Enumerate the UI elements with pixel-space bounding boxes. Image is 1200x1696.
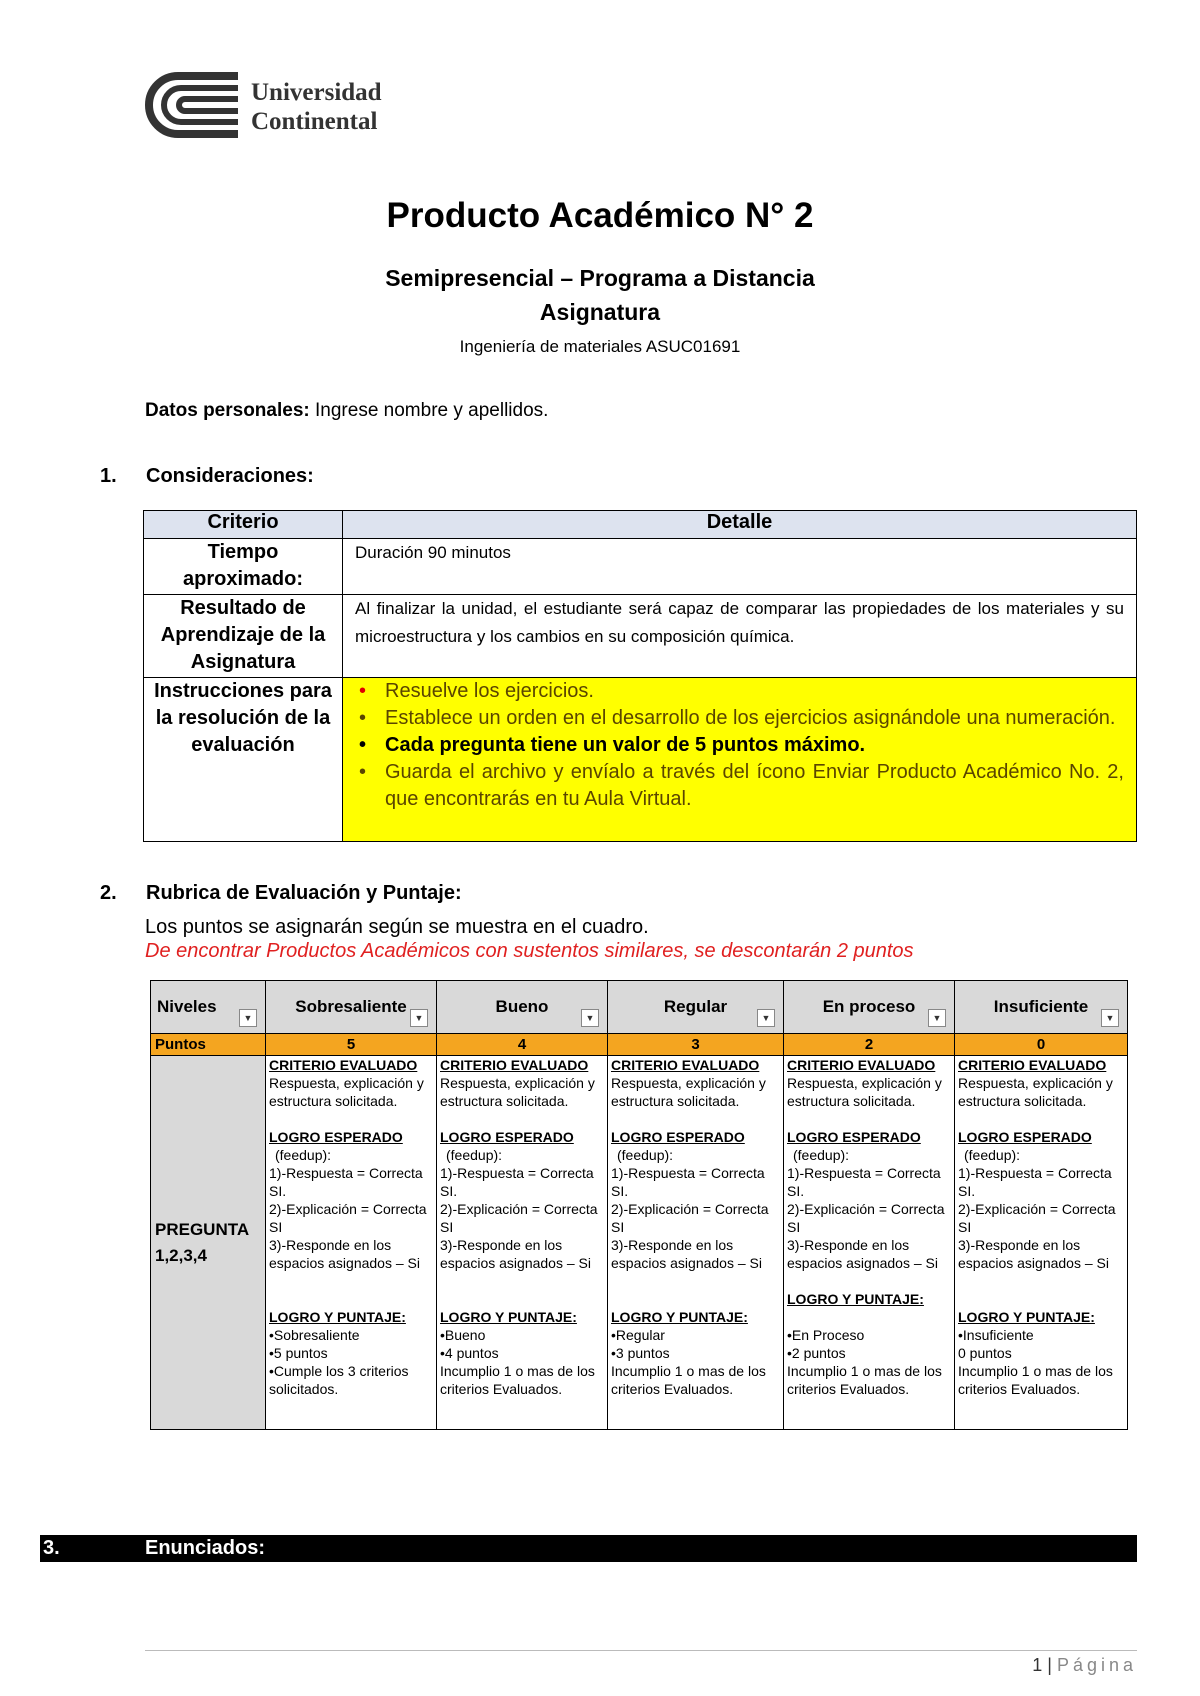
subject-label: Asignatura — [539, 299, 661, 325]
level-label: Sobresaliente — [295, 997, 407, 1016]
puntaje-line: •Insuficiente — [958, 1327, 1034, 1343]
col-detalle: Detalle — [343, 511, 1137, 539]
section1-number: 1. — [100, 465, 117, 487]
instructions-list — [355, 678, 1124, 813]
rubric-cell — [784, 1055, 955, 1429]
page-number: 1 — [1032, 1655, 1043, 1675]
logo-line2: Continental — [251, 108, 378, 135]
puntaje-line: •3 puntos — [611, 1345, 670, 1361]
item: 2)-Explicación = Correcta SI — [440, 1201, 598, 1235]
filter-dropdown-icon[interactable]: ▼ — [928, 1009, 946, 1027]
bullet-icon: • — [359, 707, 367, 729]
puntaje-line: •Regular — [611, 1327, 665, 1343]
level-label: Regular — [663, 997, 728, 1016]
personal-data — [145, 400, 548, 422]
puntaje-line: Incumplio 1 o mas de los criterios Evaluados. — [611, 1363, 766, 1397]
puntaje-line: Incumplio 1 o mas de los criterios Evaluados. — [958, 1363, 1113, 1397]
item: 1)-Respuesta = Correcta SI. — [958, 1165, 1112, 1199]
points-value: 3 — [608, 1033, 784, 1055]
page-footer: 1 | Página — [1032, 1655, 1137, 1675]
criterio-title: CRITERIO EVALUADO — [269, 1057, 418, 1073]
item: 1)-Respuesta = Correcta SI. — [787, 1165, 941, 1199]
criterio-tiempo: Tiempo aproximado: — [144, 539, 343, 595]
feedup: (feedup): — [275, 1147, 332, 1163]
instruction-text: Establece un orden en el desarrollo de los ejercicios asignándole una numeración. — [385, 707, 1116, 729]
feedup: (feedup): — [793, 1147, 850, 1163]
criterio-title: CRITERIO EVALUADO — [440, 1057, 589, 1073]
puntaje-title: LOGRO Y PUNTAJE: — [611, 1309, 748, 1325]
puntaje-line: •2 puntos — [787, 1345, 846, 1361]
university-logo-icon — [143, 70, 243, 140]
instruction-item — [355, 732, 1124, 759]
rubric-head-level — [608, 981, 784, 1033]
points-value: 5 — [266, 1033, 437, 1055]
rubric-table — [150, 980, 1128, 1430]
rubric-head-level — [266, 981, 437, 1033]
rubric-warning: De encontrar Productos Académicos con sustentos similares, se descontarán 2 puntos — [145, 940, 914, 962]
filter-dropdown-icon[interactable]: ▼ — [1101, 1009, 1119, 1027]
section1-title: Consideraciones: — [146, 465, 314, 487]
considerations-table — [143, 510, 1137, 842]
item: 1)-Respuesta = Correcta SI. — [611, 1165, 765, 1199]
puntaje-line: •Sobresaliente — [269, 1327, 360, 1343]
puntaje-line: •En Proceso — [787, 1327, 865, 1343]
personal-value: Ingrese nombre y apellidos. — [315, 400, 549, 421]
bullet-icon: • — [359, 734, 367, 756]
puntaje-line: Incumplio 1 o mas de los criterios Evaluados. — [440, 1363, 595, 1397]
criterio-instrucciones: Instrucciones para la resolución de la evaluación — [144, 678, 343, 842]
item: 3)-Responde en los espacios asignados – Si — [611, 1237, 762, 1271]
criterio-text: Respuesta, explicación y estructura solicitada. — [269, 1075, 424, 1109]
instructions-cell — [343, 678, 1137, 842]
logro-title: LOGRO ESPERADO — [787, 1129, 921, 1145]
puntaje-title: LOGRO Y PUNTAJE: — [269, 1309, 406, 1325]
section3-number: 3. — [43, 1537, 60, 1559]
criterio-text: Respuesta, explicación y estructura solicitada. — [787, 1075, 942, 1109]
footer-divider — [145, 1650, 1137, 1651]
criterio-title: CRITERIO EVALUADO — [958, 1057, 1107, 1073]
puntaje-line: •5 puntos — [269, 1345, 328, 1361]
item: 2)-Explicación = Correcta SI — [269, 1201, 427, 1235]
rubric-cell — [266, 1055, 437, 1429]
instruction-text: Guarda el archivo y envíalo a través del ícono Enviar Producto Académico No. 2, que encontrarás en tu Aula Virtual. — [385, 761, 1124, 810]
item: 2)-Explicación = Correcta SI — [611, 1201, 769, 1235]
criterio-text: Respuesta, explicación y estructura solicitada. — [611, 1075, 766, 1109]
subtitle: Semipresencial – Programa a Distancia — [385, 265, 815, 291]
item: 1)-Respuesta = Correcta SI. — [440, 1165, 594, 1199]
criterio-text: Respuesta, explicación y estructura solicitada. — [440, 1075, 595, 1109]
criterio-text: Respuesta, explicación y estructura solicitada. — [958, 1075, 1113, 1109]
feedup: (feedup): — [446, 1147, 503, 1163]
level-label: Bueno — [495, 997, 549, 1016]
bullet-icon: • — [359, 761, 367, 783]
feedup: (feedup): — [964, 1147, 1021, 1163]
page-label: Página — [1056, 1655, 1137, 1675]
niveles-label: Niveles — [157, 997, 217, 1016]
instruction-item — [355, 705, 1124, 732]
points-value: 2 — [784, 1033, 955, 1055]
section3-bar — [40, 1535, 1137, 1562]
bullet-icon: • — [359, 680, 367, 702]
section2-heading — [100, 882, 462, 905]
item: 3)-Responde en los espacios asignados – Si — [269, 1237, 420, 1271]
puntaje-title: LOGRO Y PUNTAJE: — [787, 1291, 924, 1307]
rubric-note: Los puntos se asignarán según se muestra en el cuadro. — [145, 916, 649, 938]
puntaje-line: Incumplio 1 o mas de los criterios Evaluados. — [787, 1363, 942, 1397]
instruction-text: Cada pregunta tiene un valor de 5 puntos máximo. — [385, 734, 866, 756]
section3-title: Enunciados: — [145, 1537, 266, 1559]
instruction-item — [355, 678, 1124, 705]
section2-number: 2. — [100, 882, 117, 904]
rubric-cell — [608, 1055, 784, 1429]
personal-label: Datos personales: — [145, 400, 310, 421]
rubric-head-level — [955, 981, 1127, 1033]
item: 2)-Explicación = Correcta SI — [787, 1201, 945, 1235]
item: 2)-Explicación = Correcta SI — [958, 1201, 1116, 1235]
logro-title: LOGRO ESPERADO — [958, 1129, 1092, 1145]
level-label: En proceso — [822, 997, 916, 1016]
filter-dropdown-icon[interactable]: ▼ — [410, 1009, 428, 1027]
detalle-tiempo: Duración 90 minutos — [343, 539, 1137, 595]
item: 1)-Respuesta = Correcta SI. — [269, 1165, 423, 1199]
level-label: Insuficiente — [993, 997, 1089, 1016]
instruction-item — [355, 759, 1124, 813]
filter-dropdown-icon[interactable]: ▼ — [581, 1009, 599, 1027]
criterio-title: CRITERIO EVALUADO — [611, 1057, 760, 1073]
rubric-head-level — [784, 981, 955, 1033]
puntos-label: Puntos — [151, 1033, 266, 1055]
points-value: 4 — [437, 1033, 608, 1055]
logro-title: LOGRO ESPERADO — [440, 1129, 574, 1145]
puntaje-line: •Cumple los 3 criterios solicitados. — [269, 1363, 409, 1397]
logro-title: LOGRO ESPERADO — [611, 1129, 745, 1145]
pregunta-cell: PREGUNTA 1,2,3,4 — [151, 1055, 266, 1429]
col-criterio: Criterio — [144, 511, 343, 539]
criterio-resultado: Resultado de Aprendizaje de la Asignatura — [144, 595, 343, 678]
rubric-head-niveles — [151, 981, 266, 1033]
item: 3)-Responde en los espacios asignados – Si — [440, 1237, 591, 1271]
item: 3)-Responde en los espacios asignados – Si — [787, 1237, 938, 1271]
puntaje-title: LOGRO Y PUNTAJE: — [440, 1309, 577, 1325]
course-name: Ingeniería de materiales ASUC01691 — [459, 337, 741, 356]
filter-dropdown-icon[interactable]: ▼ — [757, 1009, 775, 1027]
puntaje-line: •Bueno — [440, 1327, 486, 1343]
puntaje-title: LOGRO Y PUNTAJE: — [958, 1309, 1095, 1325]
section1-heading — [100, 465, 314, 488]
puntaje-line: 0 puntos — [958, 1345, 1012, 1361]
detalle-resultado: Al finalizar la unidad, el estudiante será capaz de comparar las propiedades de los materiales y su microestructura y los cambios en su composición química. — [343, 595, 1137, 678]
criterio-title: CRITERIO EVALUADO — [787, 1057, 936, 1073]
rubric-cell — [437, 1055, 608, 1429]
feedup: (feedup): — [617, 1147, 674, 1163]
logo-line1: Universidad — [251, 79, 382, 106]
item: 3)-Responde en los espacios asignados – Si — [958, 1237, 1109, 1271]
rubric-head-level — [437, 981, 608, 1033]
filter-dropdown-icon[interactable]: ▼ — [239, 1009, 257, 1027]
rubric-cell — [955, 1055, 1127, 1429]
points-value: 0 — [955, 1033, 1127, 1055]
logo-text — [251, 78, 382, 136]
section2-title: Rubrica de Evaluación y Puntaje: — [146, 882, 462, 904]
university-logo — [143, 70, 393, 140]
page-title: Producto Académico N° 2 — [386, 196, 814, 235]
instruction-text: Resuelve los ejercicios. — [385, 680, 594, 702]
puntaje-line: •4 puntos — [440, 1345, 499, 1361]
logro-title: LOGRO ESPERADO — [269, 1129, 403, 1145]
